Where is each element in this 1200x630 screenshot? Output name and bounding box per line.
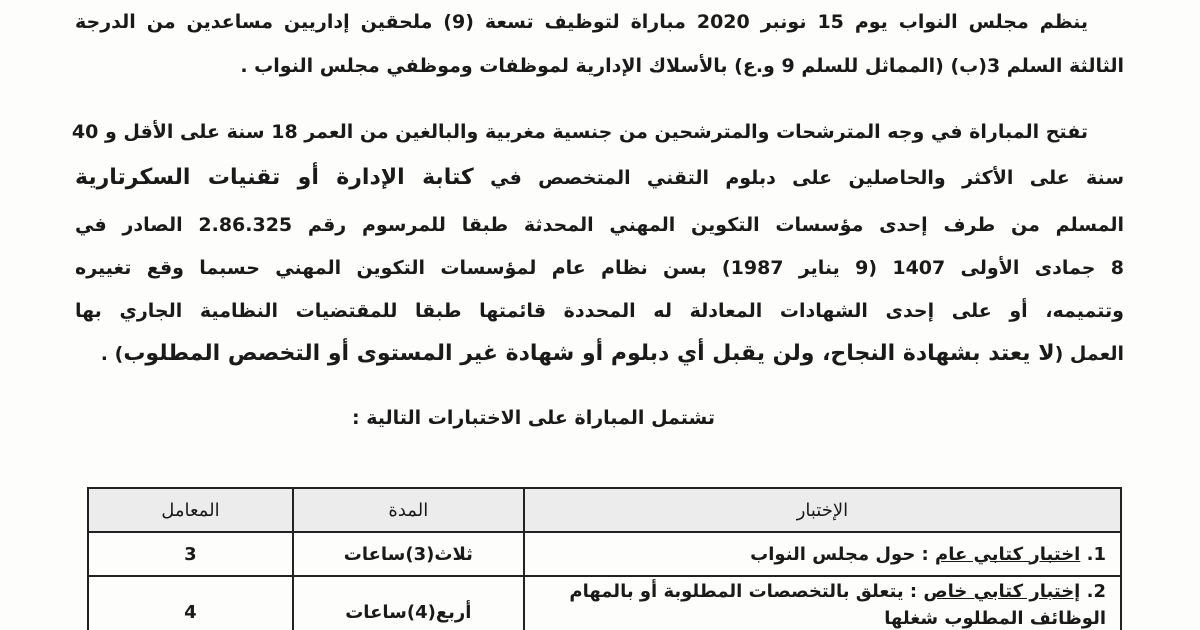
test-number: 1. — [1086, 543, 1106, 565]
paragraph1-line2: الثالثة السلم 3(ب) (المماثل للسلم 9 و.ع) بالأسلاك الإدارية لموظفات وموظفي مجلس النواب . — [240, 55, 1124, 77]
tests-table-header-row — [88, 488, 1121, 532]
test-title: إختبار كتابي خاص — [923, 581, 1081, 602]
tests-intro: تشتمل المباراة على الاختبارات التالية : — [352, 407, 715, 429]
test-cell — [524, 532, 1121, 576]
test-cell — [524, 576, 1121, 630]
paragraph2-line3: المسلم من طرف إحدى مؤسسات التكوين المهني المحدثة طبقا للمرسوم رقم 2.86.325 الصادر في — [75, 214, 1124, 236]
table-row — [88, 532, 1121, 576]
paragraph2-line4: 8 جمادى الأولى 1407 (9 يناير 1987) بسن نظام عام لمؤسسات التكوين المهني حسبما وقع تغييره — [75, 257, 1124, 279]
test-number: 2. — [1086, 581, 1106, 602]
paragraph2-line1: تفتح المباراة في وجه المترشحات والمترشحين من جنسية مغربية والبالغين من العمر 18 سنة على الأقل و 40 — [71, 121, 1088, 143]
coefficient-cell: 3 — [88, 532, 293, 576]
test-detail: : يتعلق بالتخصصات المطلوبة أو بالمهام — [569, 581, 918, 602]
paragraph2-line5: وتتميمه، أو على إحدى الشهادات المعادلة له المحددة قائمتها طبقا للمقتضيات النظامية الجاري بها — [75, 300, 1124, 322]
duration-cell: ثلاث(3)ساعات — [293, 532, 524, 576]
paragraph2-line6-suffix: ) . — [100, 343, 124, 365]
certificate-warning-emphasis: لا يعتد بشهادة النجاح، ولن يقبل أي دبلوم أو شهادة غير المستوى أو التخصص المطلوب — [123, 341, 1055, 366]
header-coefficient: المعامل — [88, 488, 293, 532]
paragraph2-line2-prefix: سنة على الأكثر والحاصلين على دبلوم التقني المتخصص في — [490, 167, 1124, 189]
diploma-specialty-emphasis: كتابة الإدارة أو تقنيات السكرتارية — [75, 165, 474, 190]
tests-table — [87, 487, 1122, 630]
paragraph1-line1: ينظم مجلس النواب يوم 15 نونبر 2020 مباراة لتوظيف تسعة (9) ملحقين إداريين مساعدين من الدرجة — [75, 11, 1088, 33]
coefficient-cell: 4 — [88, 576, 293, 630]
paragraph2-line2 — [75, 163, 1124, 193]
header-test: الإختبار — [524, 488, 1121, 532]
test-detail: : حول مجلس النواب — [750, 543, 929, 565]
test-detail-continued: الوظائف المطلوب شغلها — [884, 608, 1106, 629]
paragraph2-line6 — [75, 339, 1124, 369]
header-duration: المدة — [293, 488, 524, 532]
test-title: اختبار كتابي عام — [935, 543, 1081, 565]
paragraph2-line6-prefix: العمل ( — [1054, 343, 1124, 365]
table-row — [88, 576, 1121, 630]
duration-cell: أربع(4)ساعات — [293, 576, 524, 630]
